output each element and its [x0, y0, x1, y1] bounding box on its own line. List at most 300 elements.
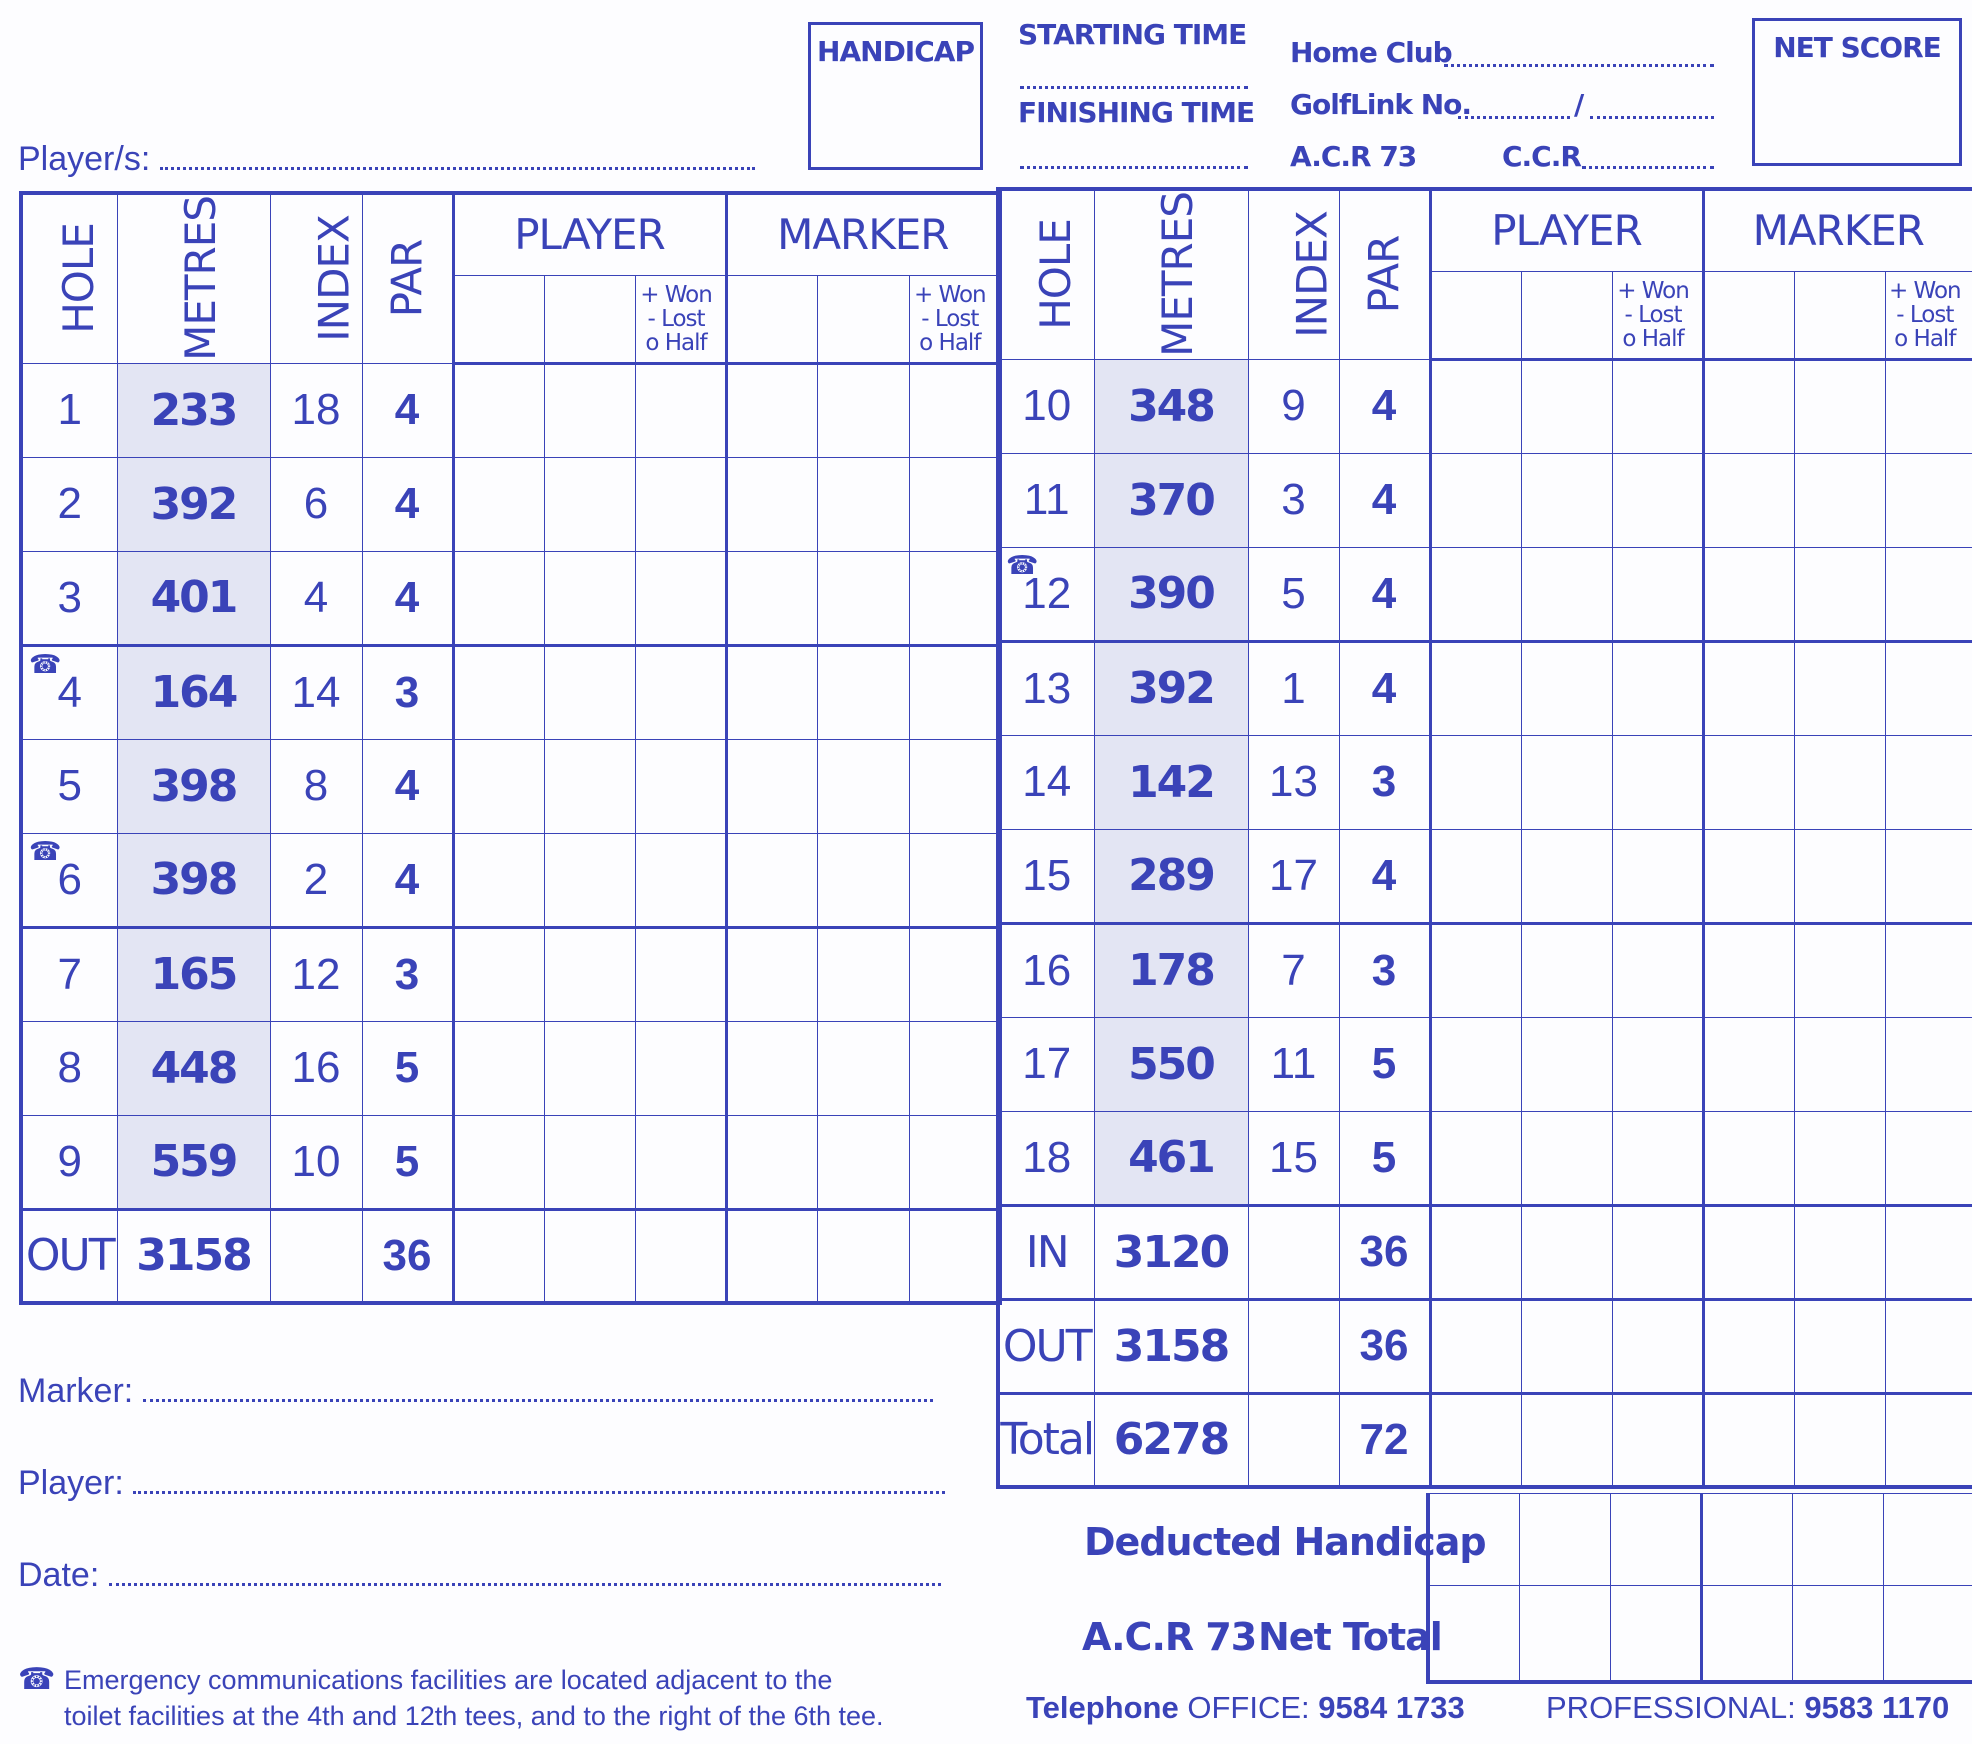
- hole-index: 15: [1248, 1111, 1339, 1205]
- total-label: OUT: [21, 1209, 117, 1303]
- deducted-handicap-cell[interactable]: [1519, 1494, 1610, 1586]
- hole-metres: 559: [117, 1115, 270, 1209]
- marker-won-lost-half-cell[interactable]: [1885, 1205, 1972, 1299]
- hole-par: 4: [362, 363, 453, 457]
- net-total-cell[interactable]: [1610, 1586, 1701, 1682]
- marker-score-cell[interactable]: [817, 1115, 909, 1209]
- hole-number-text: 13: [1022, 663, 1072, 713]
- hole-number-text: 15: [1022, 850, 1072, 900]
- player-score-cell[interactable]: [544, 927, 635, 1021]
- player-score-cell[interactable]: [1430, 829, 1521, 923]
- hole-number: [21, 363, 117, 457]
- hole-number-text: 17: [1022, 1039, 1072, 1088]
- marker-score-cell[interactable]: [726, 927, 817, 1021]
- marker-score-cell[interactable]: [726, 1115, 817, 1209]
- player-score-cell[interactable]: [453, 1115, 544, 1209]
- starting-time-label: STARTING TIME: [1018, 18, 1247, 51]
- total-metres: 3120: [1094, 1205, 1248, 1299]
- back-total-row: [998, 1299, 1972, 1393]
- hole-row: [998, 923, 1972, 1017]
- deducted-handicap-cell[interactable]: [1610, 1494, 1701, 1586]
- date-field[interactable]: [109, 1563, 941, 1586]
- golflink-field-2[interactable]: [1590, 96, 1714, 119]
- player-score-cell[interactable]: [544, 1021, 635, 1115]
- telephone-icon: ☎: [29, 835, 62, 866]
- hole-column-header: HOLE: [21, 193, 117, 363]
- player-score-cell[interactable]: [544, 739, 635, 833]
- player-score-cell[interactable]: [544, 363, 635, 457]
- marker-score-cell[interactable]: [1794, 641, 1885, 735]
- marker-score-cell[interactable]: [1794, 359, 1885, 453]
- hole-number: [998, 923, 1094, 1017]
- player-won-lost-half-header: + Won - Lost o Half: [1612, 271, 1703, 359]
- player-signature-line[interactable]: [18, 1464, 945, 1503]
- marker-score-cell[interactable]: [817, 1021, 909, 1115]
- player-won-lost-half-cell[interactable]: [635, 363, 726, 457]
- hole-metres: 392: [117, 457, 270, 551]
- hole-number: [998, 735, 1094, 829]
- player-score-cell[interactable]: [1430, 1111, 1521, 1205]
- players-line[interactable]: [18, 140, 755, 179]
- total-index-empty: [1248, 1205, 1339, 1299]
- hole-index: 12: [270, 927, 362, 1021]
- hole-number: [21, 645, 117, 739]
- player-won-lost-half-cell[interactable]: [1612, 1111, 1703, 1205]
- hole-metres: 392: [1094, 641, 1248, 735]
- marker-won-lost-half-cell[interactable]: [909, 833, 1000, 927]
- marker-score-cell[interactable]: [726, 739, 817, 833]
- marker-won-lost-half-cell[interactable]: [1885, 547, 1972, 641]
- players-field[interactable]: [160, 147, 755, 170]
- hole-index: 5: [1248, 547, 1339, 641]
- total-par: 36: [1339, 1205, 1430, 1299]
- marker-score-cell[interactable]: [1794, 1111, 1885, 1205]
- marker-won-lost-half-cell[interactable]: [1885, 1299, 1972, 1393]
- marker-score-cell[interactable]: [817, 645, 909, 739]
- marker-score-cell[interactable]: [1794, 1393, 1885, 1487]
- player-won-lost-half-cell[interactable]: [635, 1209, 726, 1303]
- hole-row: [998, 547, 1972, 641]
- player-score-cell[interactable]: [544, 833, 635, 927]
- player-score-header-2: [544, 275, 635, 363]
- metres-column-header: METRES: [1094, 189, 1248, 359]
- marker-won-lost-half-header: + Won - Lost o Half: [1885, 271, 1972, 359]
- acr-header-label: A.C.R 73: [1290, 140, 1417, 173]
- finishing-time-label: FINISHING TIME: [1018, 96, 1255, 129]
- hole-number-text: 14: [1022, 757, 1072, 806]
- total-label: IN: [998, 1205, 1094, 1299]
- emergency-note-line-1: Emergency communications facilities are located adjacent to the: [64, 1665, 833, 1695]
- index-column-header: INDEX: [270, 193, 362, 363]
- marker-won-lost-half-cell[interactable]: [909, 645, 1000, 739]
- marker-score-cell[interactable]: [1703, 1393, 1794, 1487]
- hole-row: [998, 453, 1972, 547]
- back-nine-rows: [998, 359, 1972, 1487]
- hole-row: [998, 1017, 1972, 1111]
- hole-number-text: 16: [1022, 945, 1072, 995]
- player-score-header-1: [453, 275, 544, 363]
- player-score-cell[interactable]: [1521, 453, 1612, 547]
- office-label: OFFICE:: [1187, 1690, 1310, 1725]
- player-score-cell[interactable]: [544, 551, 635, 645]
- hole-number: [21, 457, 117, 551]
- hole-par: 4: [1339, 547, 1430, 641]
- player-won-lost-half-cell[interactable]: [635, 457, 726, 551]
- marker-score-cell[interactable]: [1794, 1299, 1885, 1393]
- hole-par: 4: [362, 739, 453, 833]
- player-score-cell[interactable]: [1430, 1205, 1521, 1299]
- player-score-cell[interactable]: [1521, 1111, 1612, 1205]
- marker-score-cell[interactable]: [1794, 735, 1885, 829]
- player-won-lost-half-cell[interactable]: [635, 551, 726, 645]
- player-won-lost-half-cell[interactable]: [1612, 829, 1703, 923]
- hole-index: 8: [270, 739, 362, 833]
- player-won-lost-half-cell[interactable]: [635, 1021, 726, 1115]
- player-score-cell[interactable]: [1430, 359, 1521, 453]
- hole-number-text: 3: [57, 572, 82, 622]
- marker-score-cell[interactable]: [1703, 923, 1794, 1017]
- front-nine-table: [19, 191, 1002, 1305]
- hole-index: 14: [270, 645, 362, 739]
- player-score-cell[interactable]: [453, 739, 544, 833]
- golflink-separator: /: [1574, 88, 1584, 121]
- marker-score-cell[interactable]: [1794, 829, 1885, 923]
- player-score-cell[interactable]: [544, 1115, 635, 1209]
- marker-score-cell[interactable]: [1703, 453, 1794, 547]
- hole-par: 4: [362, 551, 453, 645]
- marker-score-cell[interactable]: [1703, 1205, 1794, 1299]
- net-total-cell[interactable]: [1519, 1586, 1610, 1682]
- handicap-label: HANDICAP: [817, 35, 974, 68]
- player-won-lost-half-cell[interactable]: [1612, 547, 1703, 641]
- hole-metres: 461: [1094, 1111, 1248, 1205]
- marker-won-lost-half-cell[interactable]: [909, 363, 1000, 457]
- marker-won-lost-half-cell[interactable]: [1885, 359, 1972, 453]
- marker-score-cell[interactable]: [1703, 1299, 1794, 1393]
- hole-index: 10: [270, 1115, 362, 1209]
- par-column-header: PAR: [362, 193, 453, 363]
- marker-score-cell[interactable]: [1794, 1017, 1885, 1111]
- marker-score-cell[interactable]: [726, 833, 817, 927]
- hole-par: 4: [1339, 641, 1430, 735]
- player-score-cell[interactable]: [544, 645, 635, 739]
- hole-metres: 398: [117, 739, 270, 833]
- player-won-lost-half-cell[interactable]: [635, 833, 726, 927]
- hole-number: [21, 927, 117, 1021]
- hole-index: 9: [1248, 359, 1339, 453]
- marker-score-cell[interactable]: [1703, 359, 1794, 453]
- player-score-cell[interactable]: [1430, 641, 1521, 735]
- hole-number-text: 6: [57, 854, 82, 904]
- marker-won-lost-half-cell[interactable]: [1885, 453, 1972, 547]
- hole-number: [21, 1021, 117, 1115]
- hole-par: 5: [1339, 1111, 1430, 1205]
- marker-won-lost-half-cell[interactable]: [1885, 735, 1972, 829]
- player-score-cell[interactable]: [1430, 735, 1521, 829]
- hole-metres: 165: [117, 927, 270, 1021]
- hole-row: [998, 1111, 1972, 1205]
- hole-metres: 289: [1094, 829, 1248, 923]
- hole-index: 3: [1248, 453, 1339, 547]
- player-score-cell[interactable]: [1521, 1299, 1612, 1393]
- marker-won-lost-half-cell[interactable]: [1885, 641, 1972, 735]
- hole-row: [21, 1021, 1000, 1115]
- hole-number-text: 5: [57, 761, 82, 810]
- hole-number-text: 9: [57, 1136, 82, 1186]
- hole-number: [998, 641, 1094, 735]
- marker-won-lost-half-cell[interactable]: [1885, 1393, 1972, 1487]
- player-won-lost-half-cell[interactable]: [1612, 1393, 1703, 1487]
- player-won-lost-half-cell[interactable]: [635, 927, 726, 1021]
- marker-score-cell[interactable]: [726, 645, 817, 739]
- hole-par: 3: [1339, 923, 1430, 1017]
- marker-score-cell[interactable]: [817, 363, 909, 457]
- hole-number-text: 11: [1023, 475, 1070, 524]
- hole-par: 4: [362, 833, 453, 927]
- marker-score-cell[interactable]: [726, 363, 817, 457]
- marker-score-cell[interactable]: [1794, 547, 1885, 641]
- marker-score-header-2: [817, 275, 909, 363]
- telephone-icon: ☎: [1006, 549, 1039, 580]
- player-score-cell[interactable]: [1521, 359, 1612, 453]
- hole-number-text: 2: [57, 479, 82, 528]
- home-club-field[interactable]: [1444, 44, 1714, 67]
- hole-number: [21, 833, 117, 927]
- emergency-note: [64, 1662, 884, 1734]
- marker-won-lost-half-cell[interactable]: [909, 1209, 1000, 1303]
- total-metres: 3158: [1094, 1299, 1248, 1393]
- hole-number: [998, 547, 1094, 641]
- marker-score-cell[interactable]: [1794, 453, 1885, 547]
- hole-number-text: 12: [1022, 568, 1072, 618]
- hole-row: [998, 641, 1972, 735]
- deducted-handicap-label: Deducted Handicap: [1084, 1520, 1486, 1564]
- home-club-label: Home Club: [1290, 36, 1452, 69]
- net-total-cell[interactable]: [1701, 1586, 1792, 1682]
- marker-score-cell[interactable]: [726, 1209, 817, 1303]
- front-nine-rows: [21, 363, 1000, 1303]
- hole-index: 11: [1248, 1017, 1339, 1111]
- players-label: Player/s:: [18, 140, 151, 178]
- marker-score-cell[interactable]: [1703, 1017, 1794, 1111]
- player-score-cell[interactable]: [1521, 829, 1612, 923]
- hole-column-header: HOLE: [998, 189, 1094, 359]
- marker-score-cell[interactable]: [726, 1021, 817, 1115]
- total-metres: 3158: [117, 1209, 270, 1303]
- hole-par: 3: [362, 645, 453, 739]
- marker-score-cell[interactable]: [1703, 1111, 1794, 1205]
- hole-index: 7: [1248, 923, 1339, 1017]
- player-score-cell[interactable]: [453, 1209, 544, 1303]
- index-column-header: INDEX: [1248, 189, 1339, 359]
- marker-score-header-1: [1703, 271, 1794, 359]
- telephone-line: [1026, 1690, 1465, 1726]
- hole-number: [21, 739, 117, 833]
- player-score-cell[interactable]: [544, 1209, 635, 1303]
- player-score-cell[interactable]: [1521, 735, 1612, 829]
- hole-par: 3: [362, 927, 453, 1021]
- player-won-lost-half-cell[interactable]: [1612, 359, 1703, 453]
- player-score-cell[interactable]: [1430, 1299, 1521, 1393]
- marker-score-cell[interactable]: [726, 551, 817, 645]
- marker-won-lost-half-cell[interactable]: [909, 551, 1000, 645]
- hole-par: 4: [1339, 359, 1430, 453]
- marker-score-cell[interactable]: [1703, 547, 1794, 641]
- player-won-lost-half-cell[interactable]: [635, 645, 726, 739]
- player-score-cell[interactable]: [1521, 547, 1612, 641]
- golflink-field-1[interactable]: [1458, 96, 1570, 119]
- player-score-cell[interactable]: [1521, 923, 1612, 1017]
- player-score-cell[interactable]: [453, 363, 544, 457]
- office-number: 9584 1733: [1318, 1690, 1465, 1725]
- marker-signature-line[interactable]: [18, 1372, 933, 1411]
- professional-number: 9583 1170: [1804, 1690, 1950, 1725]
- player-score-cell[interactable]: [453, 1021, 544, 1115]
- back-nine-table: [996, 187, 1972, 1489]
- hole-metres: 142: [1094, 735, 1248, 829]
- marker-won-lost-half-cell[interactable]: [1885, 829, 1972, 923]
- player-score-cell[interactable]: [453, 927, 544, 1021]
- deducted-handicap-cell[interactable]: [1883, 1494, 1972, 1586]
- player-score-cell[interactable]: [1430, 1393, 1521, 1487]
- telephone-label: Telephone: [1026, 1690, 1179, 1725]
- player-field[interactable]: [133, 1471, 945, 1494]
- marker-won-lost-half-cell[interactable]: [909, 739, 1000, 833]
- total-metres: 6278: [1094, 1393, 1248, 1487]
- handicap-box[interactable]: [808, 22, 983, 170]
- player-won-lost-half-cell[interactable]: [1612, 1299, 1703, 1393]
- marker-score-cell[interactable]: [1703, 829, 1794, 923]
- total-index-empty: [270, 1209, 362, 1303]
- marker-score-cell[interactable]: [817, 927, 909, 1021]
- marker-won-lost-half-cell[interactable]: [909, 457, 1000, 551]
- total-par: 36: [362, 1209, 453, 1303]
- marker-won-lost-half-cell[interactable]: [909, 927, 1000, 1021]
- player-score-cell[interactable]: [453, 645, 544, 739]
- marker-field[interactable]: [143, 1379, 933, 1402]
- marker-won-lost-half-cell[interactable]: [1885, 1017, 1972, 1111]
- ccr-field[interactable]: [1582, 146, 1714, 169]
- out-total-row: [21, 1209, 1000, 1303]
- deducted-handicap-cell[interactable]: [1792, 1494, 1883, 1586]
- finishing-time-field[interactable]: [1020, 146, 1248, 169]
- professional-label: PROFESSIONAL:: [1546, 1690, 1796, 1725]
- ccr-label: C.C.R: [1502, 140, 1581, 173]
- hole-metres: 164: [117, 645, 270, 739]
- player-score-cell[interactable]: [1521, 1205, 1612, 1299]
- hole-number: [998, 453, 1094, 547]
- player-won-lost-half-cell[interactable]: [1612, 1017, 1703, 1111]
- player-score-cell[interactable]: [544, 457, 635, 551]
- hole-par: 5: [362, 1021, 453, 1115]
- emergency-note-line-2: toilet facilities at the 4th and 12th tees, and to the right of the 6th tee.: [64, 1701, 884, 1731]
- player-score-cell[interactable]: [1521, 1393, 1612, 1487]
- player-won-lost-half-cell[interactable]: [635, 1115, 726, 1209]
- emergency-phone-icon: ☎: [18, 1663, 56, 1696]
- hole-metres: 348: [1094, 359, 1248, 453]
- marker-score-cell[interactable]: [1703, 641, 1794, 735]
- player-group-header: PLAYER: [453, 193, 726, 275]
- starting-time-field[interactable]: [1020, 66, 1248, 89]
- player-won-lost-half-cell[interactable]: [1612, 735, 1703, 829]
- hole-metres: 448: [117, 1021, 270, 1115]
- player-won-lost-half-cell[interactable]: [1612, 1205, 1703, 1299]
- marker-won-lost-half-cell[interactable]: [1885, 923, 1972, 1017]
- marker-score-cell[interactable]: [817, 739, 909, 833]
- player-score-cell[interactable]: [1430, 923, 1521, 1017]
- player-label: Player:: [18, 1464, 124, 1502]
- hole-number-text: 18: [1022, 1132, 1072, 1182]
- marker-score-cell[interactable]: [817, 551, 909, 645]
- hole-index: 1: [1248, 641, 1339, 735]
- marker-score-header-1: [726, 275, 817, 363]
- total-par: 36: [1339, 1299, 1430, 1393]
- hole-index: 13: [1248, 735, 1339, 829]
- marker-score-cell[interactable]: [1794, 923, 1885, 1017]
- player-score-cell[interactable]: [1521, 1017, 1612, 1111]
- marker-won-lost-half-header: + Won - Lost o Half: [909, 275, 1000, 363]
- net-total-cell[interactable]: [1792, 1586, 1883, 1682]
- player-score-cell[interactable]: [1430, 1017, 1521, 1111]
- hole-par: 3: [1339, 735, 1430, 829]
- player-won-lost-half-cell[interactable]: [1612, 641, 1703, 735]
- marker-won-lost-half-cell[interactable]: [909, 1115, 1000, 1209]
- hole-number-text: 8: [57, 1043, 82, 1092]
- hole-row: [21, 739, 1000, 833]
- hole-row: [21, 833, 1000, 927]
- player-score-header-1: [1430, 271, 1521, 359]
- hole-row: [21, 551, 1000, 645]
- player-score-cell[interactable]: [453, 551, 544, 645]
- date-line[interactable]: [18, 1556, 941, 1595]
- player-group-header: PLAYER: [1430, 189, 1703, 271]
- total-label: OUT: [998, 1299, 1094, 1393]
- player-score-cell[interactable]: [453, 833, 544, 927]
- hole-number: [998, 1017, 1094, 1111]
- total-label: Total: [998, 1393, 1094, 1487]
- marker-score-cell[interactable]: [817, 833, 909, 927]
- marker-won-lost-half-cell[interactable]: [1885, 1111, 1972, 1205]
- player-score-cell[interactable]: [1521, 641, 1612, 735]
- hole-metres: 398: [117, 833, 270, 927]
- net-total-cell[interactable]: [1883, 1586, 1972, 1682]
- back-total-row: [998, 1393, 1972, 1487]
- player-won-lost-half-cell[interactable]: [1612, 923, 1703, 1017]
- marker-score-cell[interactable]: [817, 457, 909, 551]
- marker-group-header: MARKER: [726, 193, 1000, 275]
- hole-number: [998, 1111, 1094, 1205]
- hole-number-text: 7: [57, 949, 82, 999]
- marker-score-cell[interactable]: [726, 457, 817, 551]
- player-won-lost-half-cell[interactable]: [1612, 453, 1703, 547]
- marker-won-lost-half-cell[interactable]: [909, 1021, 1000, 1115]
- hole-row: [998, 359, 1972, 453]
- marker-score-cell[interactable]: [1703, 735, 1794, 829]
- total-index-empty: [1248, 1393, 1339, 1487]
- hole-row: [998, 735, 1972, 829]
- hole-number-text: 1: [57, 385, 82, 434]
- hole-row: [998, 829, 1972, 923]
- player-won-lost-half-cell[interactable]: [635, 739, 726, 833]
- marker-score-cell[interactable]: [1794, 1205, 1885, 1299]
- player-score-cell[interactable]: [453, 457, 544, 551]
- player-score-cell[interactable]: [1430, 547, 1521, 641]
- deducted-handicap-cell[interactable]: [1701, 1494, 1792, 1586]
- total-index-empty: [1248, 1299, 1339, 1393]
- marker-score-cell[interactable]: [817, 1209, 909, 1303]
- player-score-cell[interactable]: [1430, 453, 1521, 547]
- net-score-box[interactable]: [1752, 18, 1962, 166]
